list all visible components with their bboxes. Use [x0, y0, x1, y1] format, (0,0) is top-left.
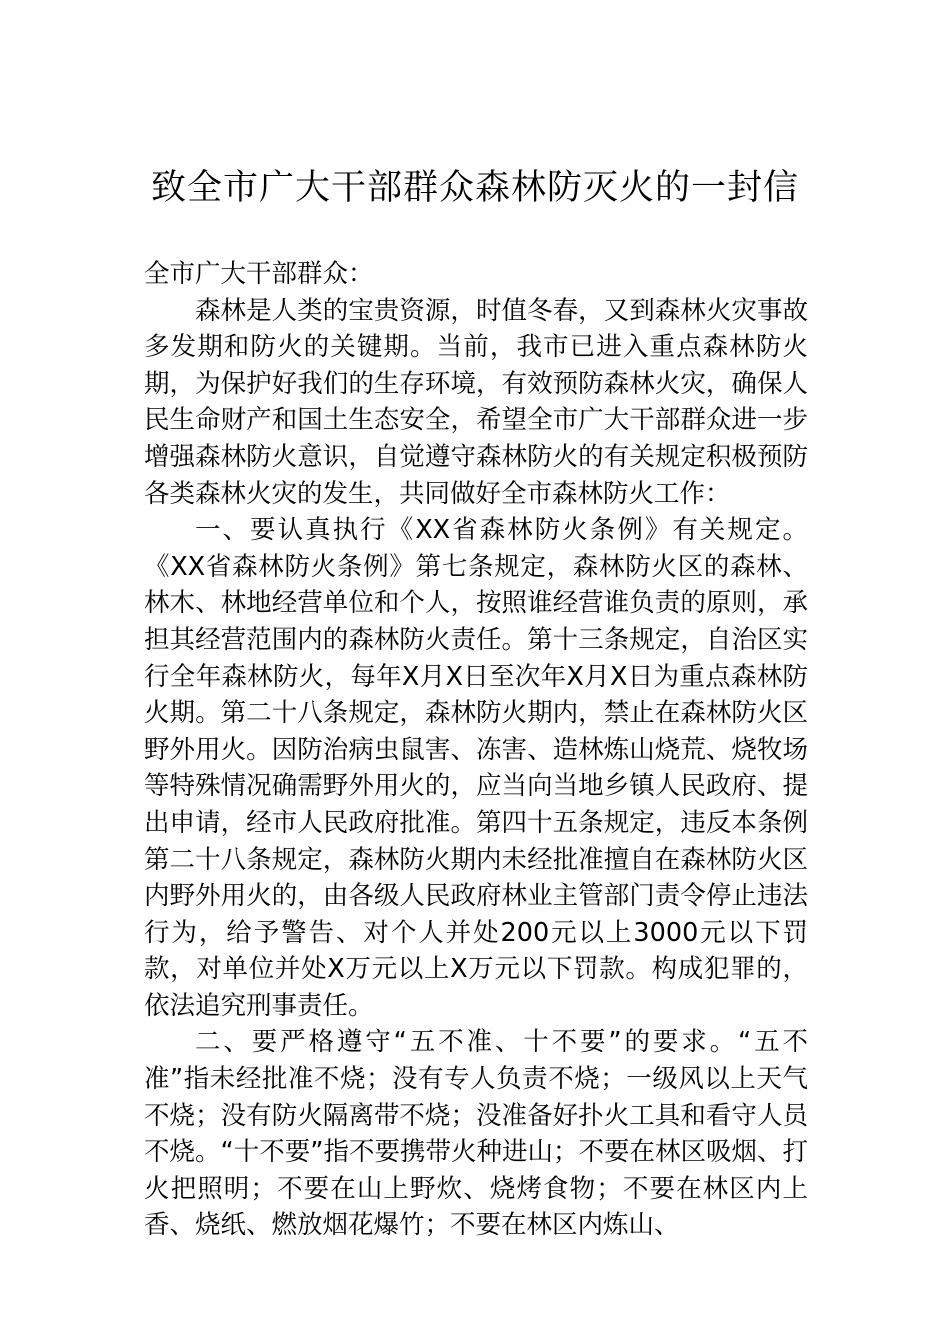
salutation: 全市广大干部群众： — [144, 259, 374, 289]
paragraph-intro: 森林是人类的宝贵资源，时值冬春，又到森林火灾事故多发期和防火的关键期。当前，我市已进入重点森林防火期，为保护好我们的生存环境，有效预防森林火灾，确保人民生命财产和国土生态安全，希望全市广大干部群众进一步增强森林防火意识，自觉遵守森林防火的有关规定积极预防各类森林火灾的发生，共同做好全市森林防火工作： — [144, 295, 808, 509]
document-body — [144, 256, 808, 1244]
document-title: 致全市广大干部群众森林防灭火的一封信 — [150, 168, 799, 208]
paragraph-section-2: 二、要严格遵守“五不准、十不要”的要求。“五不准”指未经批准不烧；没有专人负责不烧；一级风以上天气不烧；没有防火隔离带不烧；没准备好扑火工具和看守人员不烧。“十不要”指不要携带火种进山；不要在林区吸烟、打火把照明；不要在山上野炊、烧烤食物；不要在林区内上香、烧纸、燃放烟花爆竹；不要在林区内炼山、 — [144, 1027, 808, 1241]
paragraph-section-1: 一、要认真执行《XX省森林防火条例》有关规定。《XX省森林防火条例》第七条规定，森林防火区的森林、林木、林地经营单位和个人，按照谁经营谁负责的原则，承担其经营范围内的森林防火责任。第十三条规定，自治区实行全年森林防火，每年X月X日至次年X月X日为重点森林防火期。第二十八条规定，森林防火期内，禁止在森林防火区野外用火。因防治病虫鼠害、冻害、造林炼山烧荒、烧牧场等特殊情况确需野外用火的，应当向当地乡镇人民政府、提出申请，经市人民政府批准。第四十五条规定，违反本条例第二十八条规定，森林防火期内未经批准擅自在森林防火区内野外用火的，由各级人民政府林业主管部门责令停止违法行为，给予警告、对个人并处200元以上3000元以下罚款，对单位并处X万元以上X万元以下罚款。构成犯罪的，依法追究刑事责任。 — [144, 515, 808, 1021]
